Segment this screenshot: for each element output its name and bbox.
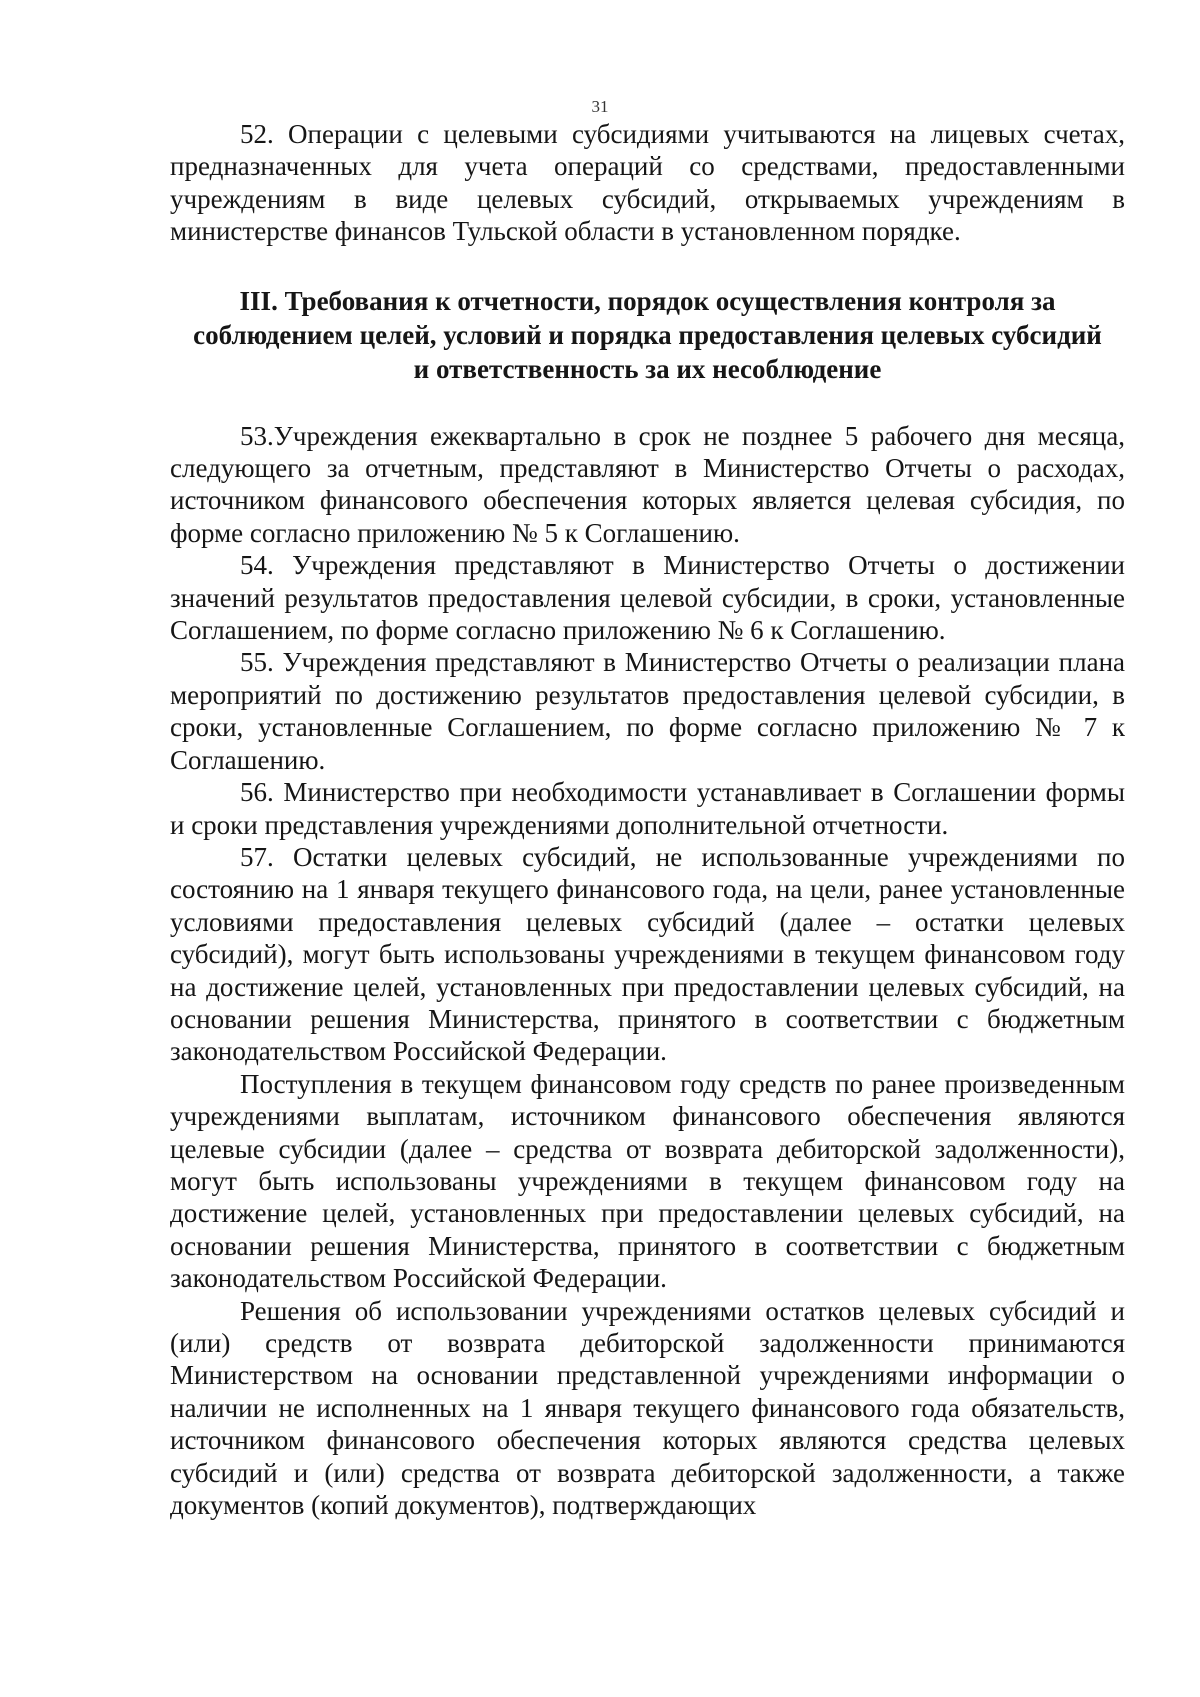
document-body <box>170 118 1125 1521</box>
paragraph-53: 53.Учреждения ежеквартально в срок не позднее 5 рабочего дня месяца, следующего за отчетным, представляют в Министерство Отчеты о расходах, источником финансового обеспечения которых является целевая субсидия, по форме согласно приложению № 5 к Соглашению. <box>170 420 1125 548</box>
page-number: 31 <box>591 97 609 116</box>
paragraph-55: 55. Учреждения представляют в Министерство Отчеты о реализации плана мероприятий по достижению результатов предоставления целевой субсидии, в сроки, установленные Соглашением, по форме согласно приложению № 7 к Соглашению. <box>170 647 1125 775</box>
paragraph-decisions: Решения об использовании учреждениями остатков целевых субсидий и (или) средств от возврата дебиторской задолженности принимаются Министерством на основании представленной учреждениями информации о наличии не исполненных на 1 января текущего финансового года обязательств, источником финансового обеспечения которых являются средства целевых субсидий и (или) средства от возврата дебиторской задолженности, а также документов (копий документов), подтверждающих <box>170 1295 1125 1521</box>
paragraph-57: 57. Остатки целевых субсидий, не использованные учреждениями по состоянию на 1 января текущего финансового года, на цели, ранее установленные условиями предоставления целевых субсидий (далее – остатки целевых субсидий), могут быть использованы учреждениями в текущем финансовом году на достижение целей, установленных при предоставлении целевых субсидий, на основании решения Министерства, принятого в соответствии с бюджетным законодательством Российской Федерации. <box>170 841 1125 1067</box>
paragraph-52: 52. Операции с целевыми субсидиями учитываются на лицевых счетах, предназначенных для учета операций со средствами, предоставленными учреждениям в виде целевых субсидий, открываемых учреждениям в министерстве финансов Тульской области в установленном порядке. <box>170 119 1125 247</box>
paragraph-54: 54. Учреждения представляют в Министерство Отчеты о достижении значений результатов предоставления целевой субсидии, в сроки, установленные Соглашением, по форме согласно приложению № 6 к Соглашению. <box>170 550 1125 646</box>
paragraph-56: 56. Министерство при необходимости устанавливает в Соглашении формы и сроки представления учреждениями дополнительной отчетности. <box>170 777 1125 840</box>
paragraph-receipts: Поступления в текущем финансовом году средств по ранее произведенным учреждениями выплатам, источником финансового обеспечения являются целевые субсидии (далее – средства от возврата дебиторской задолженности), могут быть использованы учреждениями в текущем финансовом году на достижение целей, установленных при предоставлении целевых субсидий, на основании решения Министерства, принятого в соответствии с бюджетным законодательством Российской Федерации. <box>170 1068 1125 1294</box>
section-heading-iii: III. Требования к отчетности, порядок осуществления контроля за соблюдением целей, условий и порядка предоставления целевых субсидий и ответственность за их несоблюдение <box>193 285 1102 384</box>
